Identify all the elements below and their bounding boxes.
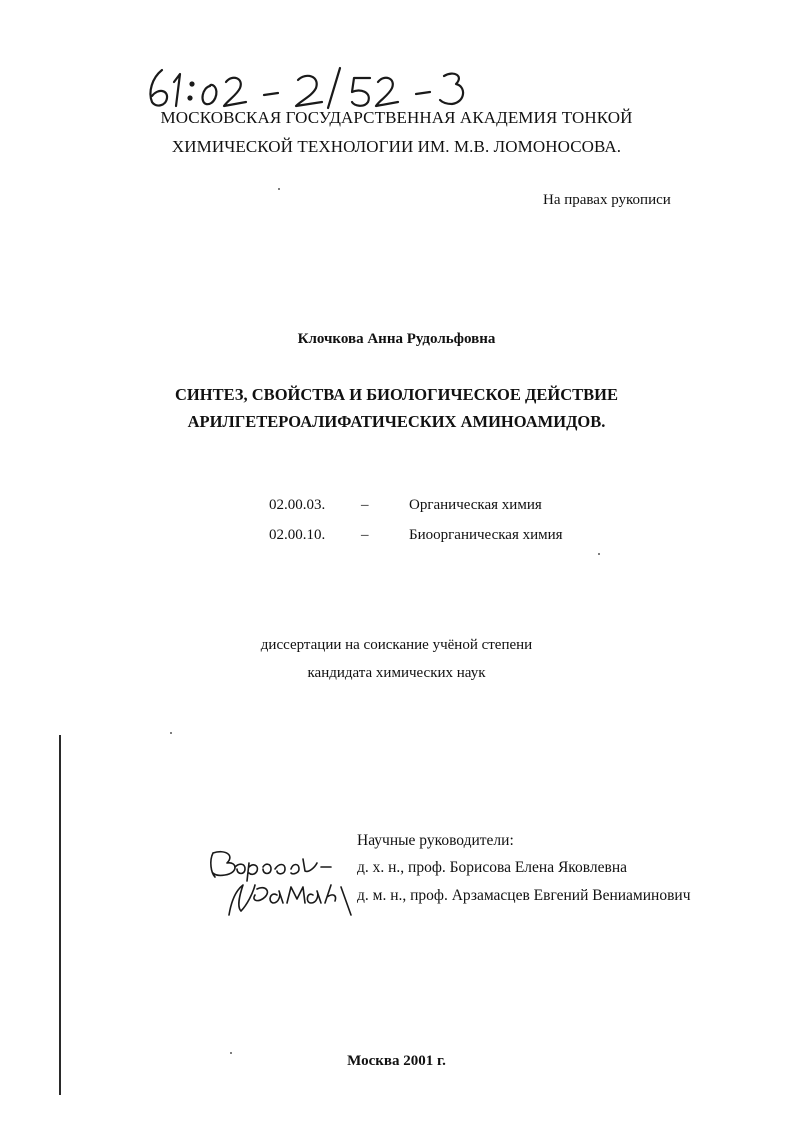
institution-line-2: ХИМИЧЕСКОЙ ТЕХНОЛОГИИ ИМ. М.В. ЛОМОНОСОВА. xyxy=(171,137,622,156)
specialty-dash: – xyxy=(361,497,369,513)
specialty-code: 02.00.03. xyxy=(269,497,326,513)
institution-line-1: МОСКОВСКАЯ ГОСУДАРСТВЕННАЯ АКАДЕМИЯ ТОНКОЙ xyxy=(160,108,633,127)
advisor-2: д. м. н., проф. Арзамасцев Евгений Вениаминович xyxy=(357,887,691,904)
specialty-dash: – xyxy=(361,527,369,543)
scan-speck xyxy=(230,1052,232,1054)
scan-speck xyxy=(170,732,172,734)
degree-line-1: диссертации на соискание учёной степени xyxy=(260,637,533,653)
degree-line-2: кандидата химических наук xyxy=(307,665,486,681)
city-year: Москва 2001 г. xyxy=(347,1053,446,1069)
dissertation-title-line-1: СИНТЕЗ, СВОЙСТВА И БИОЛОГИЧЕСКОЕ ДЕЙСТВИЕ xyxy=(175,385,618,404)
advisors-heading: Научные руководители: xyxy=(357,832,514,849)
rights-note: На правах рукописи xyxy=(543,192,671,208)
handwritten-archive-code xyxy=(140,62,480,112)
advisor-1: д. х. н., проф. Борисова Елена Яковлевна xyxy=(357,859,628,876)
scan-margin-line xyxy=(59,735,61,1095)
specialty-name: Биоорганическая химия xyxy=(409,527,563,543)
scan-speck xyxy=(278,188,280,190)
dissertation-title-line-2: АРИЛГЕТЕРОАЛИФАТИЧЕСКИХ АМИНОАМИДОВ. xyxy=(187,412,606,431)
scan-speck xyxy=(598,553,600,555)
specialty-code: 02.00.10. xyxy=(269,527,326,543)
author-name: Клочкова Анна Рудольфовна xyxy=(297,331,496,347)
handwritten-signatures xyxy=(205,845,365,920)
specialty-name: Органическая химия xyxy=(409,497,542,513)
